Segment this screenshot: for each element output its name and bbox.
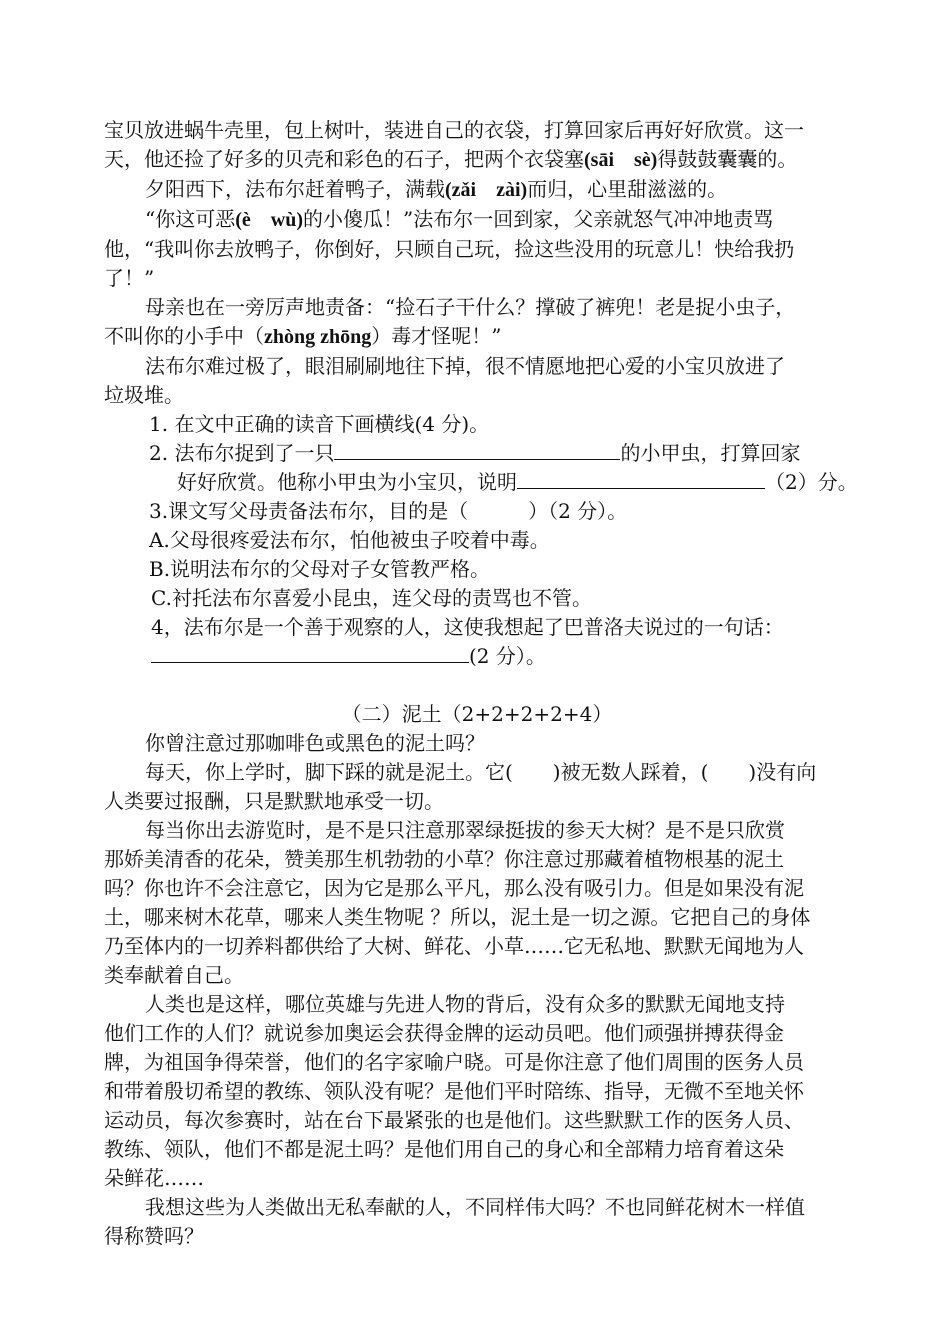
pinyin-choice: (zǎi zài) <box>445 179 528 201</box>
paragraph-line: 和带着殷切希望的教练、领队没有呢？是他们平时陪练、指导，无微不至地关怀 <box>104 1079 804 1103</box>
story-text: 的小傻瓜！”法布尔一回到家，父亲就怒气冲冲地责骂 <box>303 207 774 231</box>
paragraph-line: 乃至体内的一切养料都供给了大树、鲜花、小草……它无私地、默默无闻地为人 <box>104 934 804 958</box>
pinyin-choice: (è wù) <box>235 209 303 231</box>
story-line <box>104 175 850 205</box>
paragraph-line: 人类要过报酬，只是默默地承受一切。 <box>104 789 444 813</box>
pinyin-choice: zhòng zhōng <box>264 326 372 348</box>
story-text: ）毒才怪呢！” <box>371 324 502 348</box>
story-line: 了！” <box>104 266 155 290</box>
story-text: 而归，心里甜滋滋的。 <box>527 177 728 201</box>
story-text: 天，他还捡了好多的贝壳和彩色的石子，把两个衣袋塞 <box>104 147 584 171</box>
answer-blank[interactable] <box>151 642 469 663</box>
question-text: 的小甲虫，打算回家 <box>620 441 801 465</box>
story-text: 夕阳西下，法布尔赶着鸭子，满载 <box>145 177 445 201</box>
story-text: “你这可恶 <box>145 207 236 231</box>
paragraph-line: 每天，你上学时，脚下踩的就是泥土。它( )被无数人踩着，( )没有向 <box>145 760 817 784</box>
option-c: C.衬托法布尔喜爱小昆虫，连父母的责骂也不管。 <box>151 586 592 610</box>
paragraph-line: 类奉献着自己。 <box>104 963 244 987</box>
story-text: 得鼓鼓囊囊的。 <box>657 147 798 171</box>
paragraph-line: 他们工作的人们？就说参加奥运会获得金牌的运动员吧。他们顽强拼搏获得金 <box>104 1021 784 1045</box>
story-line: 他，“我叫你去放鸭子，你倒好，只顾自己玩，捡这些没用的玩意儿！快给我扔 <box>104 237 795 261</box>
question-1: 1. 在文中正确的读音下画横线(4 分)。 <box>149 412 490 436</box>
story-line: 宝贝放进蜗牛壳里，包上树叶，装进自己的衣袋，打算回家后再好好欣赏。这一 <box>104 118 804 142</box>
paragraph-line: 你曾注意过那咖啡色或黑色的泥土吗？ <box>145 731 485 755</box>
answer-blank[interactable] <box>517 468 765 489</box>
question-2 <box>104 439 850 468</box>
answer-blank[interactable] <box>334 439 620 460</box>
story-text: 不叫你的小手中（ <box>104 324 264 348</box>
question-2-cont <box>104 468 858 497</box>
option-a: A.父母很疼爱法布尔，怕他被虫子咬着中毒。 <box>149 528 550 552</box>
paragraph-line: 教练、领队，他们不都是泥土吗？是他们用自己的身心和全部精力培育着这朵 <box>104 1137 784 1161</box>
story-line: 法布尔难过极了，眼泪刷刷地往下掉，很不情愿地把心爱的小宝贝放进了 <box>145 354 785 378</box>
story-line <box>104 322 850 352</box>
paragraph-line: 土，哪来树木花草，哪来人类生物呢 ？所以，泥土是一切之源。它把自己的身体 <box>104 905 811 929</box>
story-line <box>104 205 850 235</box>
story-line <box>104 145 850 175</box>
question-text: （2）分。 <box>765 470 858 494</box>
section-title: （二）泥土（2+2+2+2+4） <box>341 702 613 726</box>
paragraph-line: 吗？你也许不会注意它，因为它是那么平凡，那么没有吸引力。但是如果没有泥 <box>104 876 804 900</box>
story-line: 垃圾堆。 <box>104 383 184 407</box>
paragraph-line: 那娇美清香的花朵，赞美那生机勃勃的小草？你注意过那藏着植物根基的泥土 <box>104 847 784 871</box>
paragraph-line: 运动员，每次参赛时，站在台下最紧张的也是他们。这些默默工作的医务人员、 <box>104 1108 804 1132</box>
paragraph-line: 每当你出去游览时，是不是只注意那翠绿挺拔的参天大树？是不是只欣赏 <box>145 818 785 842</box>
paragraph-line: 人类也是这样，哪位英雄与先进人物的背后，没有众多的默默无闻地支持 <box>145 992 785 1016</box>
question-4-answer <box>104 642 850 671</box>
question-3: 3.课文写父母责备法布尔，目的是（ ）（2 分）。 <box>149 499 628 523</box>
paragraph-line: 朵鲜花…… <box>104 1166 204 1190</box>
question-text: 2. 法布尔捉到了一只 <box>149 441 335 465</box>
question-4: 4，法布尔是一个善于观察的人，这使我想起了巴普洛夫说过的一句话： <box>151 615 784 639</box>
pinyin-choice: (sāi sè) <box>584 149 658 171</box>
paragraph-line: 牌，为祖国争得荣誉，他们的名字家喻户晓。可是你注意了他们周围的医务人员 <box>104 1050 804 1074</box>
question-text: 好好欣赏。他称小甲虫为小宝贝，说明 <box>177 470 517 494</box>
story-line: 母亲也在一旁厉声地责备：“捡石子干什么？撑破了裤兜！老是捉小虫子， <box>145 295 796 319</box>
paragraph-line: 得称赞吗？ <box>104 1224 204 1248</box>
option-b: B.说明法布尔的父母对子女管教严格。 <box>149 557 491 581</box>
paragraph-line: 我想这些为人类做出无私奉献的人，不同样伟大吗？不也同鲜花树木一样值 <box>145 1195 805 1219</box>
question-text: (2 分）。 <box>469 644 546 668</box>
